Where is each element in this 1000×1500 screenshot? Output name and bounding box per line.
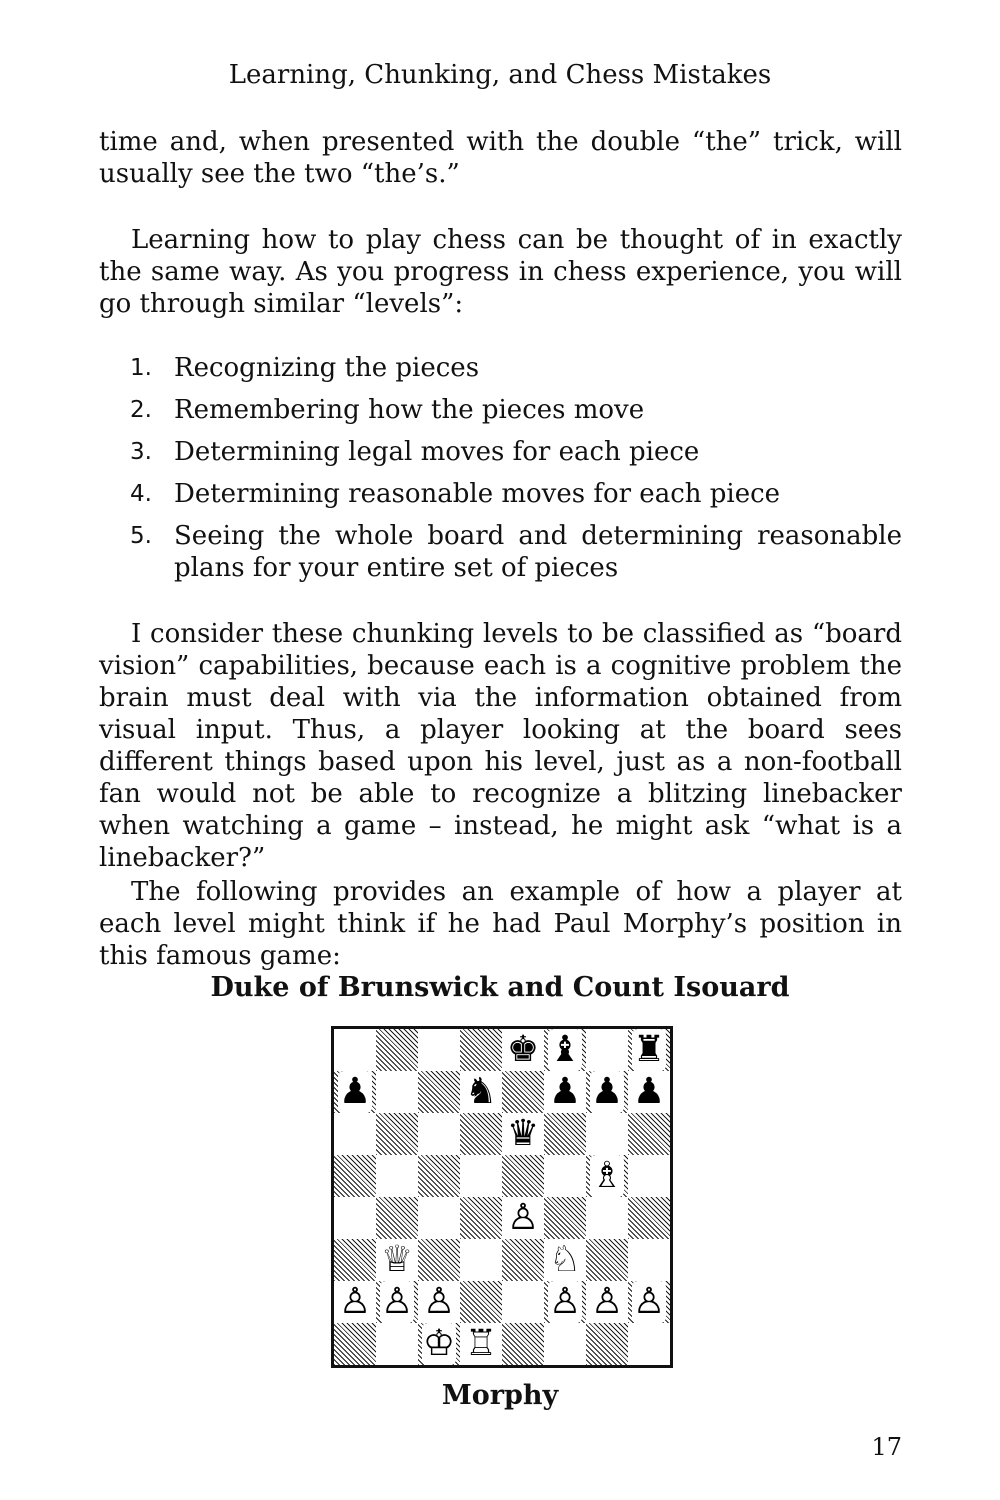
paragraph-learning-levels: Learning how to play chess can be thought of in exactly the same way. As you progress in chess experience, you will go through similar “levels”:: [99, 225, 902, 319]
board-square-b7: [376, 1071, 418, 1113]
board-square-d1: [460, 1323, 502, 1365]
board-square-a5: [334, 1155, 376, 1197]
paragraph-board-vision: I consider these chunking levels to be classified as “board vision” capabilities, because each is a cognitive problem the brain must deal with via the information obtained from visual input. Thus, a player looking at the board sees different things based upon his level, just as a non-football fan would not be able to recognize a blitzing linebacker when watching a game – instead, he might ask “what is a linebacker?”: [99, 619, 902, 873]
chess-piece-icon: ♖: [464, 1323, 498, 1364]
board-square-g5: [586, 1155, 628, 1197]
paragraph-continuation: time and, when presented with the double “the” trick, will usually see the two “the’s.”: [99, 127, 902, 189]
board-square-d6: [460, 1113, 502, 1155]
chess-piece-icon: ♟: [548, 1071, 582, 1112]
board-square-a7: [334, 1071, 376, 1113]
board-square-c1: [418, 1323, 460, 1365]
board-square-f3: [544, 1239, 586, 1281]
board-square-g1: [586, 1323, 628, 1365]
chess-piece-icon: ♙: [548, 1281, 582, 1322]
board-square-h1: [628, 1323, 670, 1365]
board-square-c4: [418, 1197, 460, 1239]
board-square-b2: [376, 1281, 418, 1323]
board-square-c8: [418, 1029, 460, 1071]
chess-piece-icon: ♘: [548, 1239, 582, 1280]
board-square-f5: [544, 1155, 586, 1197]
list-number: 1.: [130, 355, 152, 381]
chess-piece-icon: ♜: [632, 1029, 666, 1070]
list-item: [130, 352, 902, 384]
board-square-d8: [460, 1029, 502, 1071]
board-square-h5: [628, 1155, 670, 1197]
paragraph-example-intro: The following provides an example of how a player at each level might think if he had Paul Morphy’s position in this famous game:: [99, 877, 902, 971]
board-square-c7: [418, 1071, 460, 1113]
list-number: 3.: [130, 439, 152, 465]
board-square-b1: [376, 1323, 418, 1365]
board-square-f4: [544, 1197, 586, 1239]
chess-piece-icon: ♙: [506, 1197, 540, 1238]
board-square-h7: [628, 1071, 670, 1113]
board-square-c2: [418, 1281, 460, 1323]
board-square-b4: [376, 1197, 418, 1239]
chess-piece-icon: ♝: [548, 1029, 582, 1070]
chess-piece-icon: ♙: [380, 1281, 414, 1322]
list-item-text: Seeing the whole board and determining reasonable plans for your entire set of pieces: [174, 521, 902, 583]
board-square-d2: [460, 1281, 502, 1323]
board-square-e5: [502, 1155, 544, 1197]
board-square-f1: [544, 1323, 586, 1365]
board-square-g2: [586, 1281, 628, 1323]
chess-piece-icon: ♕: [380, 1239, 414, 1280]
board-square-b3: [376, 1239, 418, 1281]
board-square-a3: [334, 1239, 376, 1281]
board-square-f8: [544, 1029, 586, 1071]
board-square-e3: [502, 1239, 544, 1281]
board-square-b8: [376, 1029, 418, 1071]
chess-piece-icon: ♟: [590, 1071, 624, 1112]
board-square-a1: [334, 1323, 376, 1365]
list-number: 5.: [130, 523, 152, 549]
board-square-g6: [586, 1113, 628, 1155]
board-square-f2: [544, 1281, 586, 1323]
diagram-title: Duke of Brunswick and Count Isouard: [210, 972, 790, 1003]
chess-piece-icon: ♙: [422, 1281, 456, 1322]
board-square-f7: [544, 1071, 586, 1113]
board-square-b6: [376, 1113, 418, 1155]
board-square-d3: [460, 1239, 502, 1281]
board-square-h4: [628, 1197, 670, 1239]
list-item-text: Remembering how the pieces move: [174, 395, 645, 425]
chess-piece-icon: ♞: [464, 1071, 498, 1112]
board-square-a4: [334, 1197, 376, 1239]
board-square-g4: [586, 1197, 628, 1239]
board-square-a2: [334, 1281, 376, 1323]
board-square-h6: [628, 1113, 670, 1155]
board-square-e8: [502, 1029, 544, 1071]
chess-piece-icon: ♗: [590, 1155, 624, 1196]
list-item: [130, 394, 902, 426]
board-square-e4: [502, 1197, 544, 1239]
chess-piece-icon: ♙: [632, 1281, 666, 1322]
chess-diagram: [331, 1026, 673, 1368]
chess-piece-icon: ♙: [590, 1281, 624, 1322]
board-square-h3: [628, 1239, 670, 1281]
board-square-e1: [502, 1323, 544, 1365]
list-item-text: Recognizing the pieces: [174, 353, 480, 383]
list-item: [130, 436, 902, 468]
board-square-d7: [460, 1071, 502, 1113]
chess-piece-icon: ♟: [632, 1071, 666, 1112]
list-number: 2.: [130, 397, 152, 423]
chess-piece-icon: ♚: [506, 1029, 540, 1070]
board-square-b5: [376, 1155, 418, 1197]
list-item: [130, 520, 902, 584]
board-square-g8: [586, 1029, 628, 1071]
list-item-text: Determining legal moves for each piece: [174, 437, 700, 467]
board-square-g3: [586, 1239, 628, 1281]
levels-list: [130, 352, 902, 594]
board-square-c3: [418, 1239, 460, 1281]
board-square-d5: [460, 1155, 502, 1197]
board-square-e2: [502, 1281, 544, 1323]
page-number: 17: [871, 1433, 902, 1461]
board-square-c5: [418, 1155, 460, 1197]
board-square-e7: [502, 1071, 544, 1113]
chess-piece-icon: ♛: [506, 1113, 540, 1154]
board-square-a6: [334, 1113, 376, 1155]
list-item-text: Determining reasonable moves for each piece: [174, 479, 781, 509]
diagram-player-label: Morphy: [441, 1380, 559, 1411]
board-square-c6: [418, 1113, 460, 1155]
chess-piece-icon: ♔: [422, 1323, 456, 1364]
list-item: [130, 478, 902, 510]
chess-piece-icon: ♙: [338, 1281, 372, 1322]
list-number: 4.: [130, 481, 152, 507]
running-head: Learning, Chunking, and Chess Mistakes: [228, 60, 772, 90]
board-square-f6: [544, 1113, 586, 1155]
board-square-a8: [334, 1029, 376, 1071]
chess-piece-icon: ♟: [338, 1071, 372, 1112]
board-square-h2: [628, 1281, 670, 1323]
board-square-e6: [502, 1113, 544, 1155]
chess-board: [331, 1026, 673, 1368]
board-square-d4: [460, 1197, 502, 1239]
board-square-h8: [628, 1029, 670, 1071]
board-square-g7: [586, 1071, 628, 1113]
